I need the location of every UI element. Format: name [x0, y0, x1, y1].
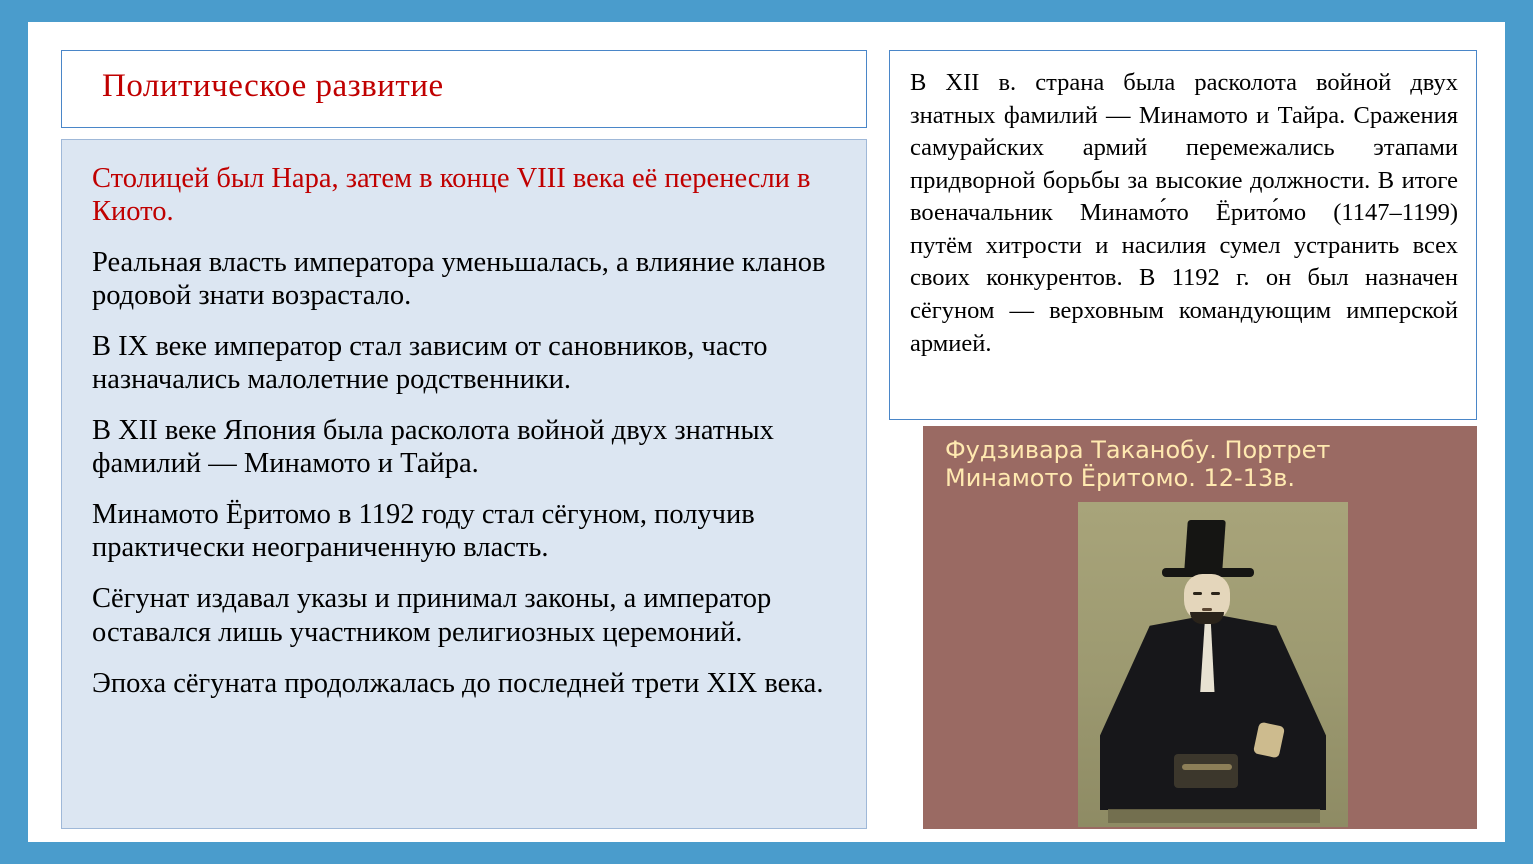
body-paragraph-6: Сёгунат издавал указы и принимал законы, а император оставался лишь участником религиозных церемоний.	[92, 583, 772, 648]
portrait-sword	[1174, 754, 1238, 788]
image-panel	[923, 426, 1477, 829]
body-paragraph-3: В IX веке император стал зависим от сановников, часто назначались малолетние родственники.	[92, 331, 768, 396]
image-caption: Фудзивара Таканобу. Портрет Минамото Ёритомо. 12-13в.	[945, 436, 1331, 493]
slide	[28, 22, 1505, 842]
body-text-panel	[61, 139, 867, 829]
side-note-panel	[889, 50, 1477, 420]
portrait-eye-left	[1193, 592, 1202, 595]
portrait-lower-border	[1108, 809, 1320, 823]
body-paragraph-5: Минамото Ёритомо в 1192 году стал сёгуном, получив практически неограниченную власть.	[92, 499, 755, 564]
portrait-eye-right	[1211, 592, 1220, 595]
side-note-text: В XII в. страна была расколота войной двух знатных фамилий — Минамото и Тайра. Сражения самурайских армий перемежались этапами придворной борьбы за высокие должности. В итоге военачальник Минамо́то Ёрито́мо (1147–1199) путём хитрости и насилия сумел устранить всех своих конкурентов. В 1192 г. он был назначен сёгуном — верховным командующим имперской армией.	[910, 69, 1458, 357]
body-paragraph-1: Столицей был Нара, затем в конце VIII века её перенесли в Киото.	[92, 163, 811, 228]
portrait-sword-detail	[1182, 764, 1232, 770]
portrait-image	[1078, 502, 1348, 827]
portrait-hat	[1184, 520, 1226, 572]
body-paragraph-7: Эпоха сёгуната продолжалась до последней трети XIX века.	[92, 667, 824, 699]
body-paragraph-2: Реальная власть императора уменьшалась, а влияние кланов родовой знати возрастало.	[92, 247, 826, 312]
title-box	[61, 50, 867, 128]
body-paragraph-4: В XII веке Япония была расколота войной двух знатных фамилий — Минамото и Тайра.	[92, 415, 774, 480]
portrait-mouth	[1202, 608, 1212, 611]
page-title: Политическое развитие	[102, 68, 444, 104]
